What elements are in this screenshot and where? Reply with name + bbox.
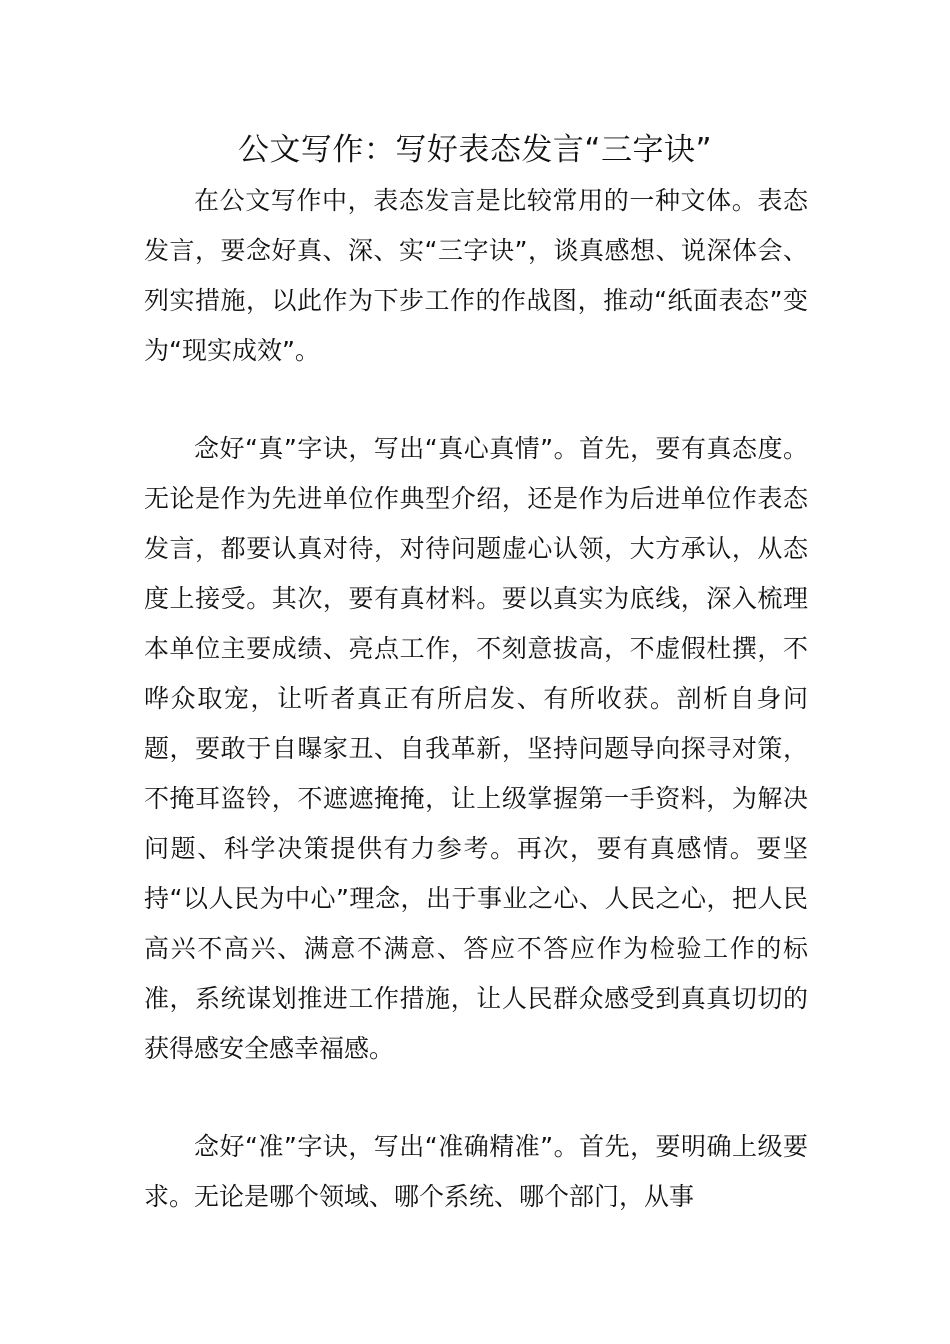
zhen-section-paragraph: 念好“真”字诀，写出“真心真情”。首先，要有真态度。无论是作为先进单位作典型介绍，还是作为后进单位作表态发言，都要认真对待，对待问题虚心认领，大方承认，从态度上接受。其次，要有真材料。要以真实为底线，深入梳理本单位主要成绩、亮点工作，不刻意拔高，不虚假杜撰，不哗众取宠，让听者真正有所启发、有所收获。剖析自身问题，要敢于自曝家丑、自我革新，坚持问题导向探寻对策，不掩耳盗铃，不遮遮掩掩，让上级掌握第一手资料，为解决问题、科学决策提供有力参考。再次，要有真感情。要坚持“以人民为中心”理念，出于事业之心、人民之心，把人民高兴不高兴、满意不满意、答应不答应作为检验工作的标准，系统谋划推进工作措施，让人民群众感受到真真切切的获得感安全感幸福感。 — [144, 434, 808, 1063]
zhun-section-paragraph: 念好“准”字诀，写出“准确精准”。首先，要明确上级要求。无论是哪个领域、哪个系统、哪个部门，从事 — [144, 1132, 808, 1211]
intro-paragraph: 在公文写作中，表态发言是比较常用的一种文体。表态发言，要念好真、深、实“三字诀”，谈真感想、说深体会、列实措施，以此作为下步工作的作战图，推动“纸面表态”变为“现实成效”。 — [144, 186, 808, 365]
document-title: 公文写作：写好表态发言“三字诀” — [237, 132, 713, 168]
